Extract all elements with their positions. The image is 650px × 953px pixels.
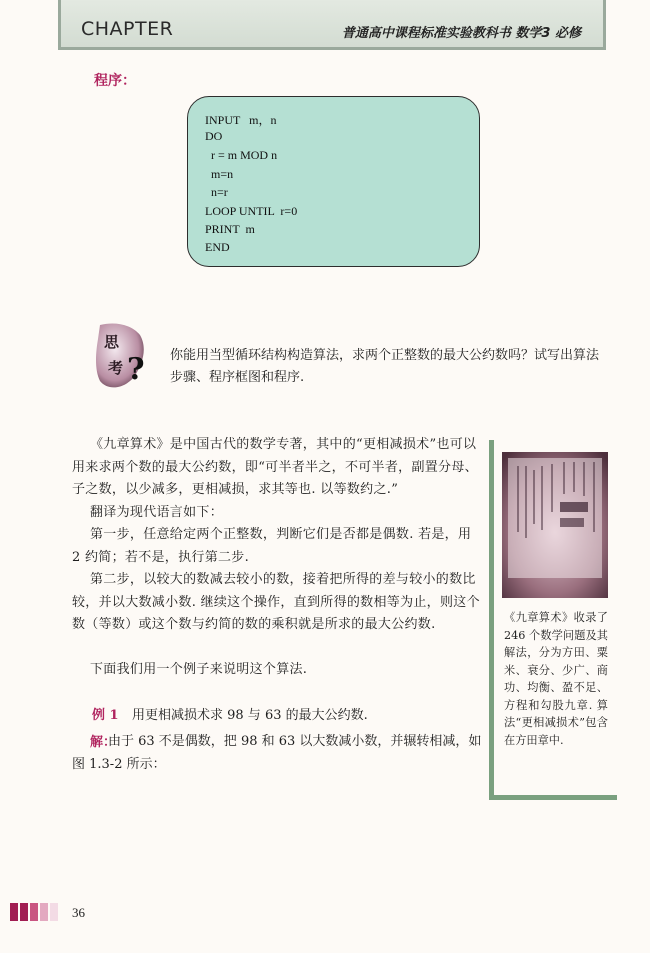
think-question: 你能用当型循环结构构造算法，求两个正整数的最大公约数吗？试写出算法步骤、程序框图和程序.	[170, 348, 600, 385]
paragraph-jiuzhang: 《九章算术》是中国古代的数学专著，其中的“更相减损术”也可以用来求两个数的最大公约数，即“可半者半之，不可半者，副置分母、子之数，以少减多，更相减损，求其等也. 以等数约之.”	[72, 437, 478, 497]
paragraph-step-1: 第一步，任意给定两个正整数，判断它们是否都是偶数. 若是，用 2 约简；若不是，执行第二步.	[72, 527, 472, 565]
chapter-label: CHAPTER	[81, 18, 174, 40]
page-number: 36	[72, 905, 85, 920]
book-title: 普通高中课程标准实验教科书 数学3 必修	[341, 26, 581, 41]
code-line: DO	[205, 129, 223, 143]
think-icon	[94, 321, 150, 393]
program-label: 程序：	[94, 73, 136, 89]
solution-text: 由于 63 不是偶数，把 98 和 63 以大数减小数，并辗转相减，如图 1.3-2 所示：	[72, 734, 482, 772]
code-line: n=r	[205, 185, 228, 199]
code-line: END	[205, 240, 230, 254]
example-text: 用更相减损术求 98 与 63 的最大公约数.	[132, 708, 368, 723]
example-label: 例 1	[92, 708, 119, 723]
solution-label: 解：	[90, 735, 117, 750]
paragraph-step-2: 第二步，以较大的数减去较小的数，接着把所得的差与较小的数比较，并以大数减小数. 继续这个操作，直到所得的数相等为止，则这个数（等数）或这个数与约简的数的乘积就是所求的最大公约数.	[72, 572, 480, 632]
think-char-2: 考	[108, 359, 124, 377]
code-line: r = m MOD n	[205, 148, 278, 162]
paragraph-example-intro: 下面我们用一个例子来说明这个算法.	[90, 662, 308, 677]
paragraph-translate: 翻译为现代语言如下：	[90, 505, 224, 520]
think-char-1: 思	[104, 333, 120, 351]
code-line: LOOP UNTIL r=0	[205, 204, 298, 218]
book-image	[502, 452, 608, 598]
program-code-box	[187, 96, 480, 267]
question-mark: ?	[127, 352, 145, 387]
sidebar-caption: 《九章算术》收录了 246 个数学问题及其解法，分为方田、粟米、衰分、少广、商功、均衡、盈不足、方程和勾股九章. 算法“更相减损术”包含在方田章中.	[504, 611, 608, 747]
page-header	[58, 0, 606, 50]
page-corner-marker	[10, 903, 66, 921]
code-line: PRINT m	[205, 222, 255, 236]
code-line: m=n	[205, 167, 234, 181]
code-line: INPUT m，n	[205, 113, 277, 127]
